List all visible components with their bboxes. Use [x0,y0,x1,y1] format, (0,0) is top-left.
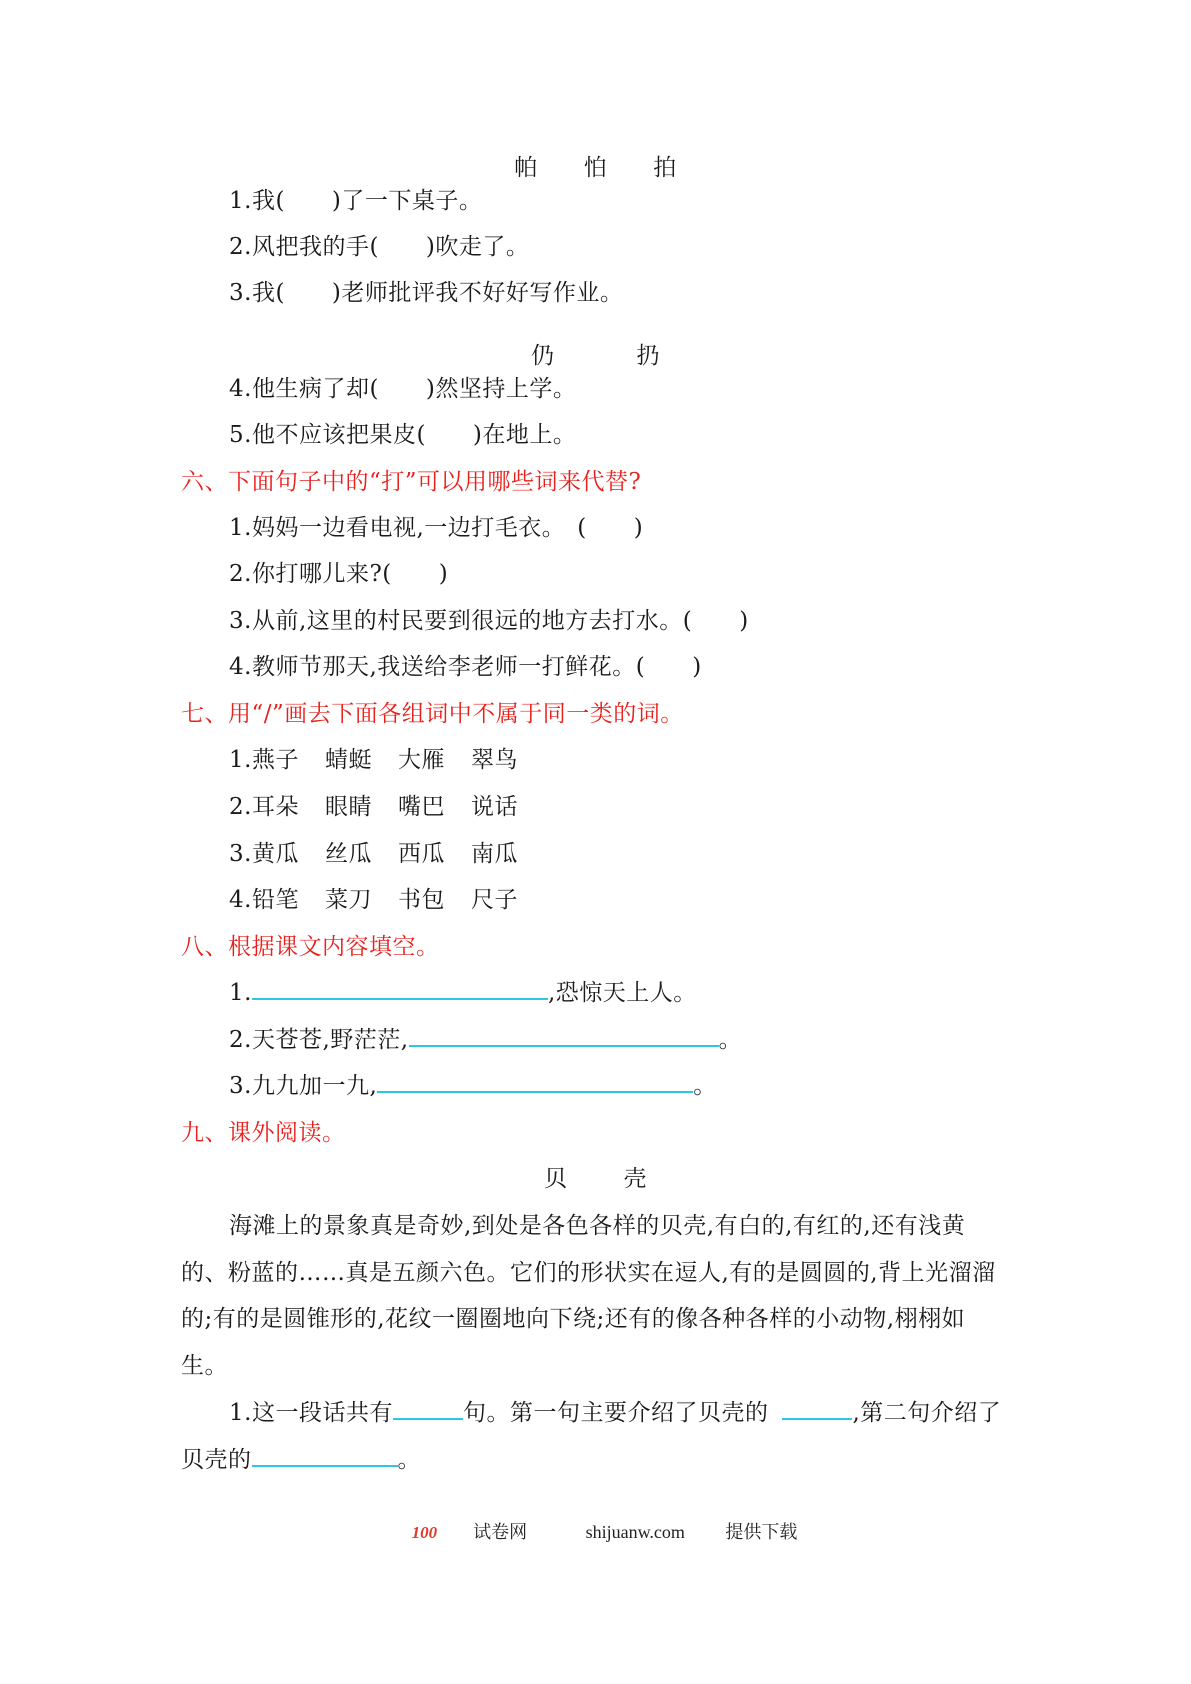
word: 大雁 [397,747,445,773]
char-group-2 [0,340,1191,372]
passage-line: 海滩上的景象真是奇妙,到处是各色各样的贝壳,有白的,有红的,还有浅黄 [229,1213,966,1239]
answer-blank[interactable] [409,1025,719,1047]
footer-site: shijuanw.com [585,1522,685,1542]
passage-line: 的、粉蓝的……真是五颜六色。它们的形状实在逗人,有的是圆圆的,背上光溜溜 [181,1260,996,1286]
word: 西瓜 [397,841,445,867]
word: 翠鸟 [470,747,518,773]
word-group-1: 1.燕子 蜻蜓 大雁 翠鸟 [229,744,544,776]
word-group-2: 2.耳朵 眼睛 嘴巴 说话 [229,791,544,823]
word: 嘴巴 [397,794,445,820]
word-group-4: 4.铅笔 菜刀 书包 尺子 [229,884,544,916]
word: 说话 [470,794,518,820]
word: 书包 [397,887,445,913]
section-8-heading: 八、根据课文内容填空。 [181,934,440,960]
question-item: 4.教师节那天,我送给李老师一打鲜花。( ) [229,654,702,680]
char-reng-2: 扔 [636,343,660,369]
word: 黄瓜 [251,841,299,867]
footer [0,1519,1191,1546]
answer-blank[interactable] [252,1445,398,1467]
char-pa-1: 帕 [514,155,538,181]
question-item: 4.他生病了却( )然坚持上学。 [229,376,577,402]
word: 尺子 [470,887,518,913]
question-item: 2.风把我的手( )吹走了。 [229,234,530,260]
answer-blank[interactable] [377,1071,693,1093]
word-group-3: 3.黄瓜 丝瓜 西瓜 南瓜 [229,838,544,870]
footer-logo: 100 试卷网 [394,1519,546,1546]
answer-blank[interactable] [252,978,548,1000]
question-item: 2.你打哪儿来?( ) [229,561,449,587]
word: 菜刀 [324,887,372,913]
section-9-heading: 九、课外阅读。 [181,1120,346,1146]
char-pa-3: 拍 [653,155,677,181]
fill-item-1: 1. ,恐惊天上人。 [229,980,697,1006]
passage-line: 的;有的是圆锥形的,花纹一圈圈地向下绕;还有的像各种各样的小动物,栩栩如 [181,1306,966,1332]
word: 铅笔 [251,887,299,913]
logo-number: 100 [411,1523,438,1542]
question-item: 3.从前,这里的村民要到很远的地方去打水。( ) [229,608,749,634]
question-item: 3.我( )老师批评我不好好写作业。 [229,280,624,306]
section-7-heading: 七、用“/”画去下面各组词中不属于同一类的词。 [181,701,684,727]
reading-question-1: 1.这一段话共有 句。第一句主要介绍了贝壳的 ,第二句介绍了 [229,1400,1002,1426]
word: 眼睛 [324,794,372,820]
char-reng-1: 仍 [531,343,555,369]
footer-tagline: 提供下载 [725,1522,798,1542]
passage-line: 生。 [181,1353,228,1379]
char-pa-2: 怕 [583,155,608,181]
reading-question-1-cont: 贝壳的 。 [181,1447,421,1473]
word: 南瓜 [470,841,518,867]
word: 耳朵 [251,794,299,820]
fill-item-3: 3.九九加一九, 。 [229,1073,717,1099]
word: 燕子 [251,747,299,773]
fill-item-2: 2.天苍苍,野茫茫, 。 [229,1027,743,1053]
answer-blank[interactable] [782,1398,852,1420]
question-item: 1.妈妈一边看电视,一边打毛衣。 ( ) [229,515,644,541]
question-item: 1.我( )了一下桌子。 [229,188,483,214]
section-6-heading: 六、下面句子中的“打”可以用哪些词来代替? [181,469,642,495]
question-item: 5.他不应该把果皮( )在地上。 [229,422,577,448]
word: 蜻蜓 [324,747,372,773]
answer-blank[interactable] [393,1398,463,1420]
passage-title: 贝 壳 [544,1166,647,1192]
word: 丝瓜 [324,841,372,867]
char-group-1 [0,152,1191,184]
